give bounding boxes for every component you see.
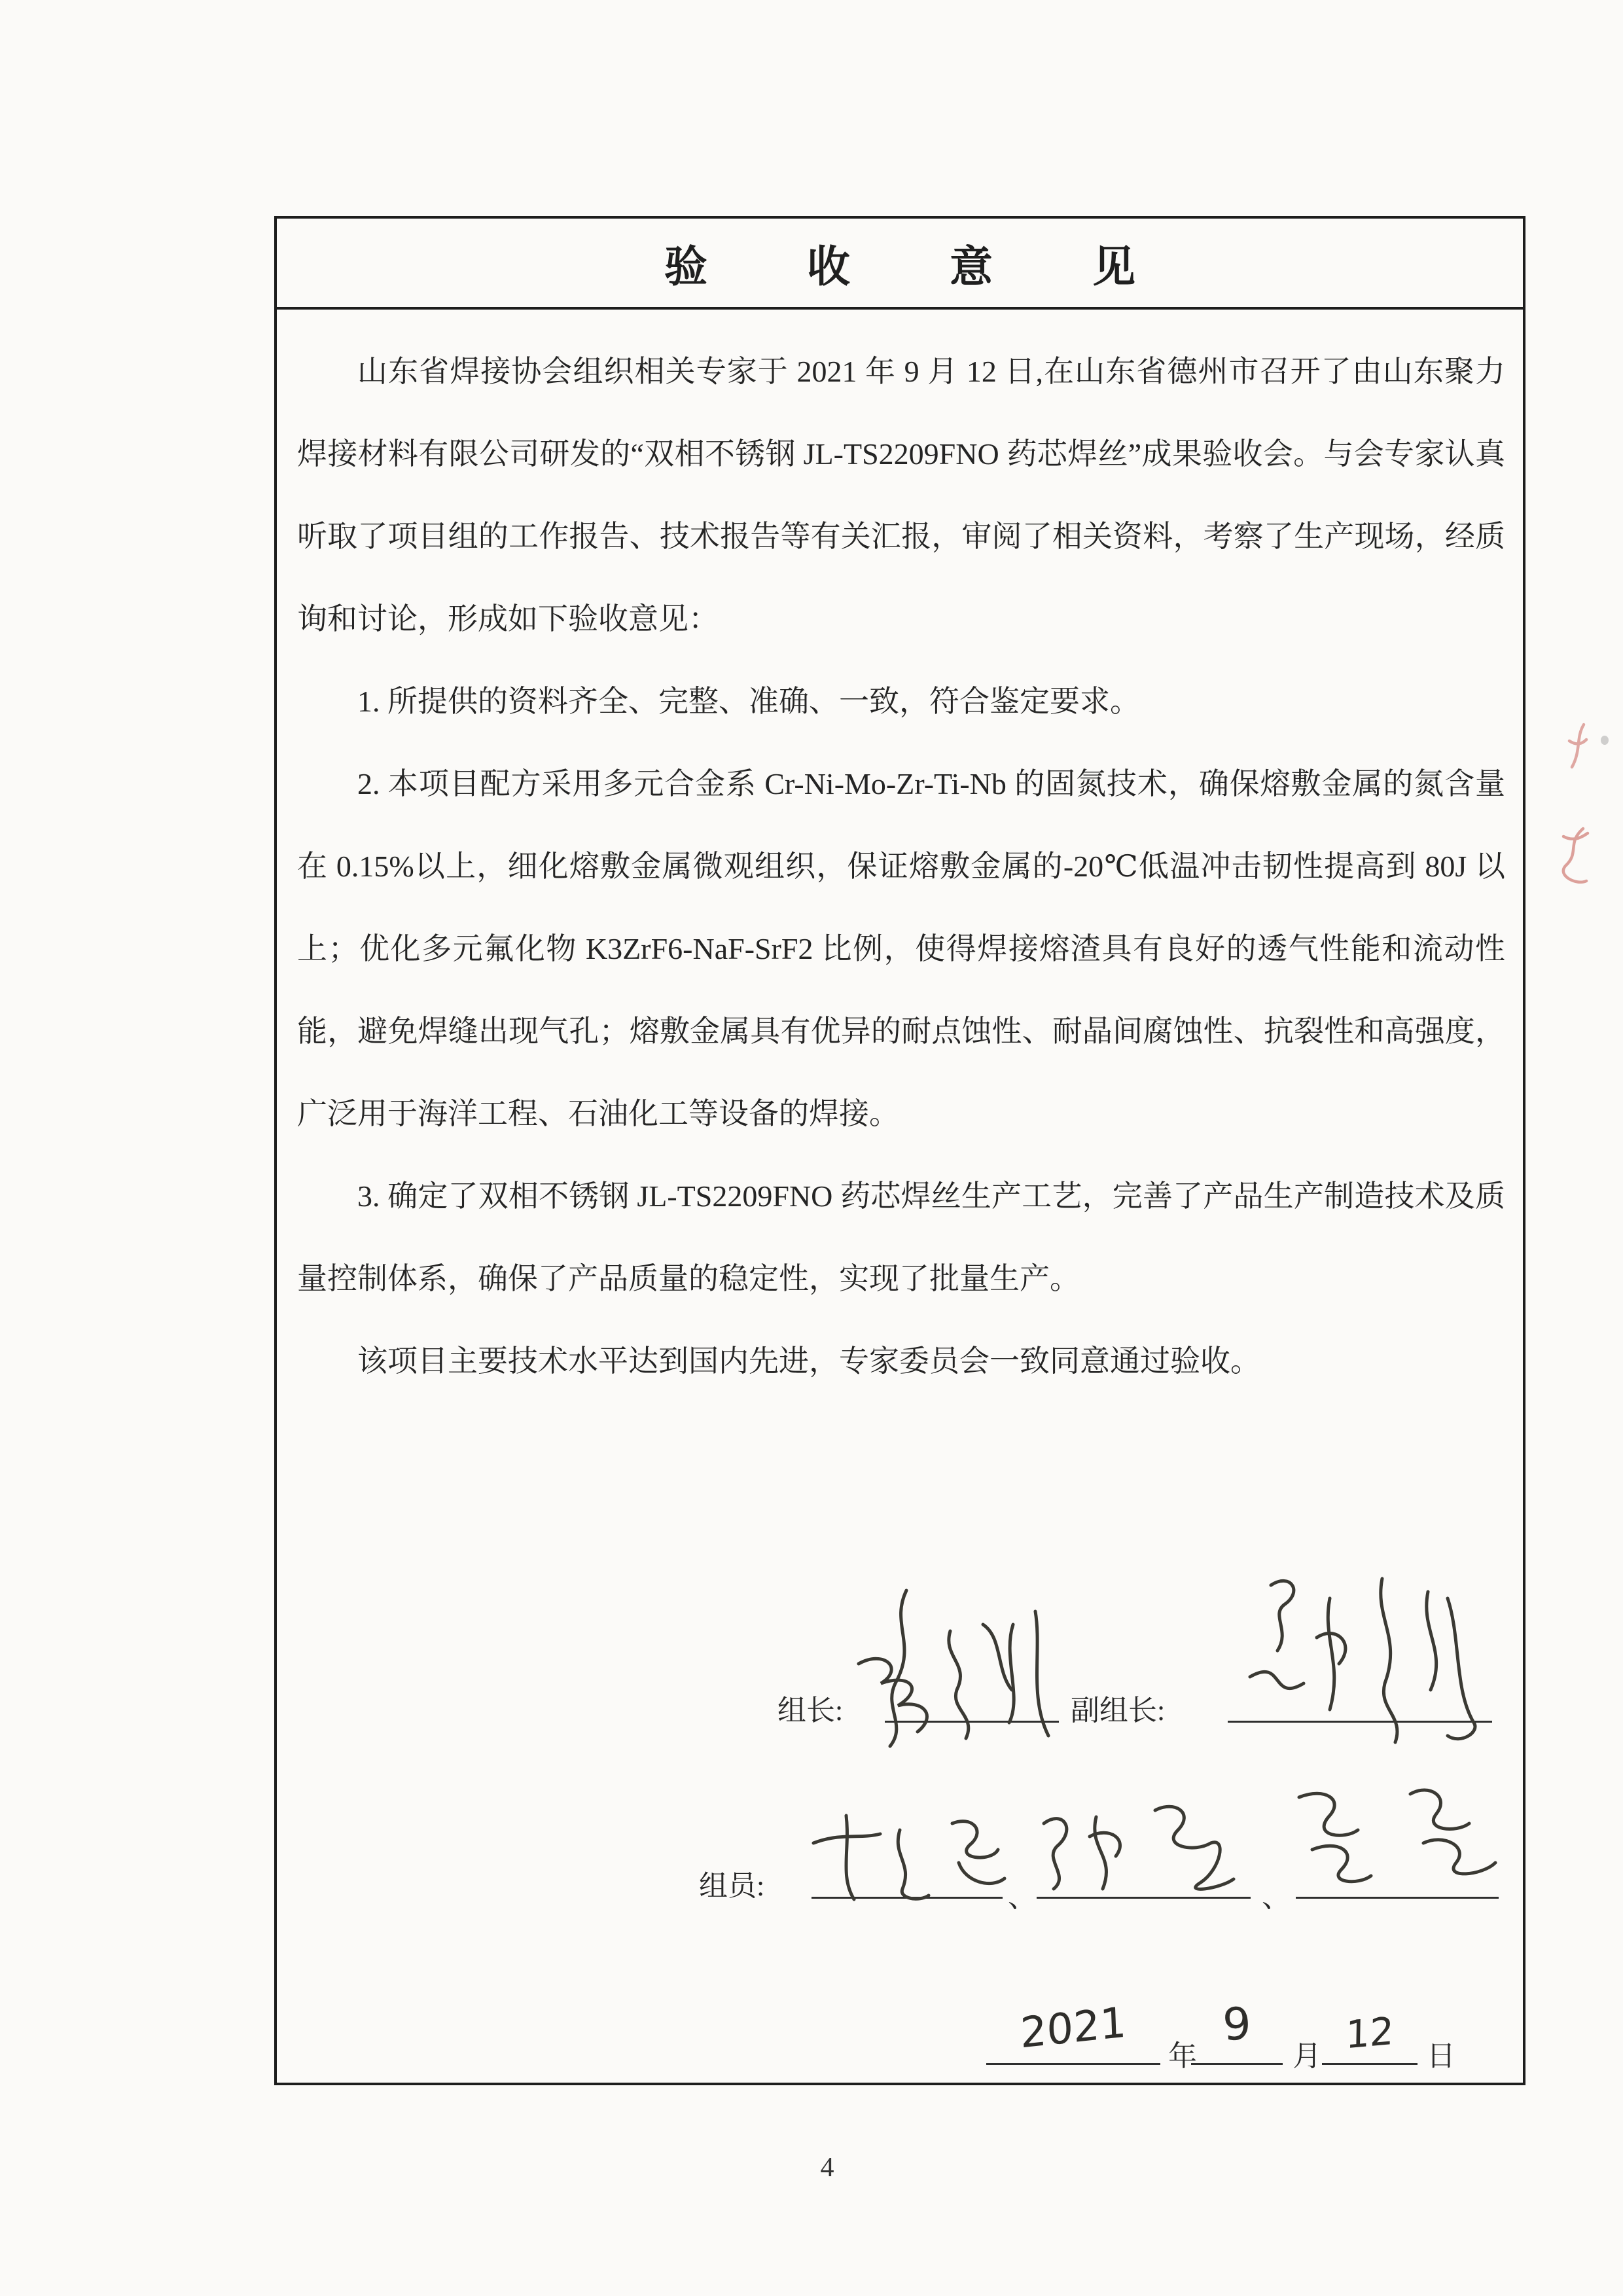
member2-signature-handwriting <box>1023 1789 1252 1904</box>
paragraph-conclusion: 该项目主要技术水平达到国内先进，专家委员会一致同意通过验收。 <box>357 1344 1260 1378</box>
date-year-handwritten: 2021 <box>1019 1998 1128 2058</box>
page-number: 4 <box>820 2153 834 2183</box>
members-label: 组员: <box>699 1870 765 1902</box>
paragraph-item-1: 1. 所提供的资料齐全、完整、准确、一致，符合鉴定要求。 <box>357 685 1140 718</box>
opinion-body <box>297 331 1505 1403</box>
member1-signature-handwriting <box>800 1803 1010 1907</box>
date-day-handwritten: 12 <box>1345 2008 1395 2058</box>
date-year-unit: 年 <box>1168 2040 1197 2072</box>
date-day-unit: 日 <box>1427 2040 1455 2072</box>
scan-speck <box>1601 736 1609 745</box>
title-band <box>277 219 1523 310</box>
paragraph-item-2: 2. 本项目配方采用多元合金系 Cr-Ni-Mo-Zr-Ti-Nb 的固氮技术，确保熔敷金属的氮含量在 0.15%以上，细化熔敷金属微观组织，保证熔敷金属的-20℃低温冲击韧性提高到 80J 以上；优化多元氟化物 K3ZrF6-NaF-SrF2 比例，使得焊接熔渣具有良好的透气性能和流动性能，避免焊缝出现气孔；熔敷金属具有优异的耐点蚀性、耐晶间腐蚀性、抗裂性和高强度，广泛用于海洋工程、石油化工等设备的焊接。 <box>297 767 1505 1130</box>
opinion-box <box>274 216 1525 2085</box>
paragraph-item-3: 3. 确定了双相不锈钢 JL-TS2209FNO 药芯焊丝生产工艺，完善了产品生产制造技术及质量控制体系，确保了产品质量的稳定性，实现了批量生产。 <box>297 1179 1505 1295</box>
member-separator-1: 、 <box>1008 1881 1037 1913</box>
date-month-unit: 月 <box>1293 2040 1321 2072</box>
leader-label: 组长: <box>777 1695 844 1727</box>
leader-signature-handwriting <box>844 1584 1067 1761</box>
red-ink-mark-small <box>1564 721 1590 770</box>
deputy-signature-handwriting <box>1230 1558 1505 1754</box>
date-day-line <box>1322 2063 1418 2065</box>
page-title: 验收意见 <box>664 243 1235 291</box>
date-month-handwritten: 9 <box>1221 1998 1253 2052</box>
paragraph-intro: 山东省焊接协会组织相关专家于 2021 年 9 月 12 日,在山东省德州市召开了由山东聚力焊接材料有限公司研发的“双相不锈钢 JL-TS2209FNO 药芯焊丝”成果验收会。与会专家认真听取了项目组的工作报告、技术报告等有关汇报，审阅了相关资料，考察了生产现场，经质询和讨论，形成如下验收意见： <box>297 355 1506 636</box>
date-month-line <box>1191 2063 1283 2065</box>
date-year-line <box>986 2063 1160 2065</box>
member-separator-2: 、 <box>1262 1881 1291 1913</box>
deputy-leader-label: 副组长: <box>1071 1695 1166 1727</box>
red-ink-mark-large <box>1554 823 1590 889</box>
member3-signature-handwriting <box>1272 1776 1514 1901</box>
